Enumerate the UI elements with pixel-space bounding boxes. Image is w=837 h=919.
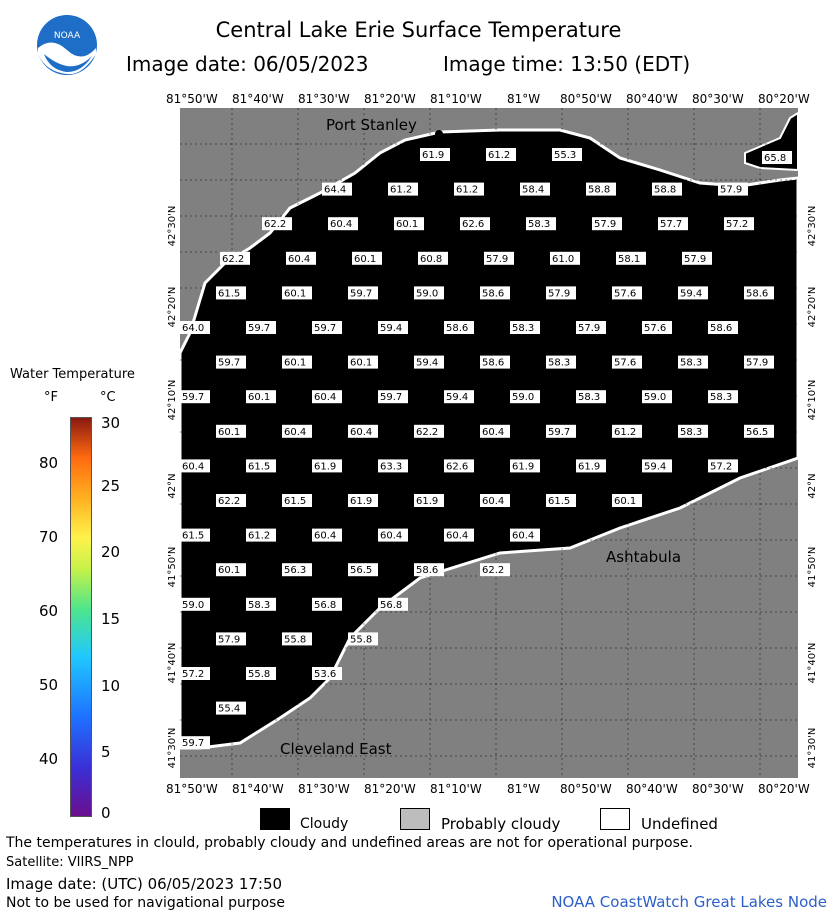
temp-value: 59.4 <box>416 357 439 369</box>
temp-label <box>246 390 276 403</box>
temp-label <box>414 563 444 576</box>
temp-label <box>612 286 642 299</box>
place-port-stanley: Port Stanley <box>326 116 417 134</box>
temp-value: 58.6 <box>482 357 505 369</box>
lat-tick-right: 42°10'N <box>807 379 818 421</box>
temp-label <box>444 321 474 334</box>
temp-value: 60.4 <box>314 392 337 404</box>
temp-label <box>546 494 576 507</box>
temp-label <box>348 286 378 299</box>
temp-value: 57.9 <box>594 219 617 231</box>
lat-tick-right: 41°40'N <box>807 642 818 684</box>
temp-label <box>414 286 444 299</box>
temp-label <box>708 390 738 403</box>
temp-value: 53.6 <box>314 669 337 680</box>
map-title: Central Lake Erie Surface Temperature <box>215 18 622 42</box>
footer-credit: NOAA CoastWatch Great Lakes Node <box>551 893 827 911</box>
temp-label <box>576 459 606 472</box>
temp-label <box>312 598 342 611</box>
footer-satellite: Satellite: VIIRS_NPP <box>6 855 134 870</box>
temp-value: 57.6 <box>614 288 637 300</box>
legend-c-tick: 15 <box>101 610 121 628</box>
temp-value: 60.4 <box>380 530 403 542</box>
temp-value: 61.5 <box>284 496 307 507</box>
temp-value: 61.5 <box>218 288 241 300</box>
temp-label <box>480 494 510 507</box>
legend-unit-c: °C <box>100 390 116 405</box>
lat-tick-left: 42°N <box>167 473 178 499</box>
temp-label <box>576 390 606 403</box>
temp-value: 59.0 <box>182 599 205 611</box>
temp-label <box>216 632 246 645</box>
temp-value: 58.4 <box>522 184 545 196</box>
temp-value: 60.4 <box>446 530 469 542</box>
temp-value: 59.4 <box>380 323 403 334</box>
lat-tick-right: 42°N <box>807 473 818 499</box>
temp-value: 60.1 <box>614 496 637 507</box>
temp-label <box>262 217 292 230</box>
temp-value: 57.9 <box>578 323 601 334</box>
temp-label <box>678 356 708 369</box>
temp-label <box>220 252 250 265</box>
lon-tick-top: 80°50'W <box>560 92 612 106</box>
temp-label <box>352 252 382 265</box>
temp-label <box>444 529 474 542</box>
temp-label <box>552 148 582 161</box>
temp-value: 57.2 <box>182 669 205 680</box>
temp-label <box>348 425 378 438</box>
temp-label <box>378 529 408 542</box>
temp-label <box>312 459 342 472</box>
temp-label <box>454 183 484 196</box>
lat-tick-left: 42°10'N <box>167 379 178 421</box>
temp-label <box>486 148 516 161</box>
temp-value: 60.4 <box>350 426 373 438</box>
temp-label <box>180 390 210 403</box>
legend-c-tick: 0 <box>101 804 111 822</box>
temp-value: 61.0 <box>552 253 575 265</box>
temp-value: 58.3 <box>248 599 271 611</box>
temp-value: 60.4 <box>512 530 535 542</box>
temp-value: 57.2 <box>726 219 749 231</box>
temp-value: 60.4 <box>314 530 337 542</box>
temp-value: 59.7 <box>182 738 205 750</box>
temp-label <box>180 459 210 472</box>
temp-label <box>246 529 276 542</box>
temp-value: 59.7 <box>314 323 337 334</box>
temp-value: 55.8 <box>350 634 373 646</box>
legend-c-tick: 5 <box>101 743 111 761</box>
temp-value: 60.8 <box>420 253 443 265</box>
temp-label <box>216 702 246 715</box>
temp-value: 58.3 <box>680 357 703 369</box>
temp-value: 59.7 <box>218 357 241 369</box>
temp-label <box>546 425 576 438</box>
noaa-logo-text: NOAA <box>53 31 81 41</box>
lon-tick-bottom: 80°40'W <box>626 782 678 796</box>
temp-label <box>286 252 316 265</box>
temp-value: 60.1 <box>350 357 373 369</box>
temp-value: 62.2 <box>218 496 241 507</box>
footer-nav-warning: Not to be used for navigational purpose <box>6 895 285 911</box>
temp-value: 62.2 <box>416 426 439 438</box>
temp-label <box>394 217 424 230</box>
temp-label <box>180 529 210 542</box>
temp-label <box>510 459 540 472</box>
temp-value: 61.2 <box>488 150 511 161</box>
temp-label <box>312 667 342 680</box>
temp-label <box>378 390 408 403</box>
temp-label <box>348 494 378 507</box>
temp-label <box>612 494 642 507</box>
temp-label <box>282 286 312 299</box>
temp-value: 59.7 <box>350 288 373 300</box>
temp-value: 60.1 <box>248 392 271 404</box>
temp-value: 59.7 <box>248 323 271 334</box>
temp-label <box>282 563 312 576</box>
temp-label <box>414 494 444 507</box>
temp-value: 61.9 <box>578 461 601 473</box>
temp-label <box>526 217 556 230</box>
lon-tick-bottom: 81°20'W <box>364 782 416 796</box>
temp-value: 58.8 <box>654 184 677 196</box>
temp-label <box>652 183 682 196</box>
lat-tick-right: 42°20'N <box>807 286 818 328</box>
lon-tick-top: 81°30'W <box>298 92 350 106</box>
temp-label <box>312 529 342 542</box>
key-undefined-swatch <box>600 808 630 830</box>
temp-label <box>642 321 672 334</box>
lon-tick-bottom: 80°30'W <box>692 782 744 796</box>
temp-value: 61.9 <box>416 496 439 507</box>
temp-label <box>348 356 378 369</box>
temp-label <box>378 321 408 334</box>
lat-tick-left: 41°50'N <box>167 546 178 588</box>
temp-label <box>718 183 748 196</box>
temp-value: 58.3 <box>680 426 703 438</box>
temp-value: 60.4 <box>284 426 307 438</box>
temp-label <box>510 321 540 334</box>
temp-label <box>480 563 510 576</box>
temp-value: 56.8 <box>314 599 337 611</box>
legend-title: Water Temperature <box>10 367 135 382</box>
temp-label <box>550 252 580 265</box>
lat-tick-left: 42°30'N <box>167 205 178 247</box>
lon-tick-bottom: 81°W <box>507 782 541 796</box>
temp-value: 59.0 <box>644 392 667 404</box>
temp-value: 55.3 <box>554 150 577 161</box>
temp-value: 57.9 <box>548 288 571 300</box>
temp-label <box>480 356 510 369</box>
lake-erie-map <box>180 108 798 778</box>
temperature-color-bar <box>70 417 92 817</box>
legend-f-tick: 70 <box>39 528 59 546</box>
temp-label <box>180 736 210 749</box>
temp-label <box>282 356 312 369</box>
lat-axis-left <box>160 108 180 778</box>
temp-value: 62.2 <box>222 253 245 265</box>
temp-value: 59.4 <box>680 288 703 300</box>
footer-utc-date: Image date: (UTC) 06/05/2023 17:50 <box>6 875 283 893</box>
lat-tick-right: 41°30'N <box>807 727 818 769</box>
temp-value: 58.6 <box>710 323 733 334</box>
temp-label <box>744 425 774 438</box>
temp-label <box>744 356 774 369</box>
temp-value: 56.5 <box>746 426 769 438</box>
legend-c-tick: 10 <box>101 677 121 695</box>
temp-label <box>378 459 408 472</box>
temp-value: 60.4 <box>330 219 353 231</box>
temp-label <box>282 632 312 645</box>
temp-label <box>414 356 444 369</box>
legend-f-tick: 40 <box>39 750 59 768</box>
temp-value: 61.9 <box>512 461 535 473</box>
temp-label <box>762 151 792 164</box>
temp-value: 57.9 <box>486 253 509 265</box>
lat-tick-left: 42°20'N <box>167 286 178 328</box>
temp-value: 58.6 <box>482 288 505 300</box>
temp-value: 56.5 <box>350 565 373 577</box>
lon-tick-bottom: 80°20'W <box>758 782 810 796</box>
temp-value: 59.4 <box>446 392 469 404</box>
temp-value: 61.5 <box>182 530 205 542</box>
temp-value: 63.3 <box>380 461 403 473</box>
temp-value: 61.2 <box>390 184 413 196</box>
key-undefined-label: Undefined <box>641 815 718 833</box>
temp-label <box>246 598 276 611</box>
temp-value: 58.6 <box>746 288 769 300</box>
key-cloudy-label: Cloudy <box>300 816 349 832</box>
temp-value: 59.0 <box>512 392 535 404</box>
temp-value: 59.0 <box>416 288 439 300</box>
temp-label <box>216 286 246 299</box>
lon-tick-top: 81°W <box>507 92 541 106</box>
key-probably-cloudy-label: Probably cloudy <box>441 815 561 833</box>
temp-value: 61.2 <box>614 426 637 438</box>
temp-value: 60.1 <box>218 565 241 577</box>
temp-label <box>388 183 418 196</box>
lat-tick-right: 41°50'N <box>807 546 818 588</box>
temp-value: 61.9 <box>314 461 337 473</box>
temp-value: 58.3 <box>710 392 733 404</box>
temp-value: 58.6 <box>446 323 469 334</box>
lat-tick-left: 41°30'N <box>167 727 178 769</box>
lat-tick-left: 41°40'N <box>167 642 178 684</box>
temp-label <box>216 563 246 576</box>
temp-value: 57.9 <box>746 357 769 369</box>
temp-value: 58.3 <box>528 219 551 231</box>
lon-tick-top: 80°30'W <box>692 92 744 106</box>
temp-value: 65.8 <box>764 153 787 164</box>
temp-label <box>612 356 642 369</box>
temp-value: 57.9 <box>218 634 241 646</box>
lon-tick-bottom: 80°50'W <box>560 782 612 796</box>
temp-label <box>444 459 474 472</box>
lon-tick-top: 81°40'W <box>232 92 284 106</box>
temp-value: 60.4 <box>288 253 311 265</box>
temp-label <box>328 217 358 230</box>
temp-label <box>484 252 514 265</box>
temp-value: 60.4 <box>482 496 505 507</box>
image-time: Image time: 13:50 (EDT) <box>443 52 691 76</box>
temp-label <box>678 425 708 438</box>
temp-value: 58.8 <box>588 184 611 196</box>
temp-label <box>642 390 672 403</box>
temp-value: 60.4 <box>482 426 505 438</box>
temp-value: 57.6 <box>614 357 637 369</box>
temp-label <box>592 217 622 230</box>
temp-label <box>180 598 210 611</box>
temp-value: 60.1 <box>354 253 377 265</box>
temp-value: 62.2 <box>482 565 505 577</box>
temp-value: 58.6 <box>416 565 439 577</box>
lon-tick-bottom: 81°30'W <box>298 782 350 796</box>
temp-value: 56.3 <box>284 565 307 577</box>
temp-label <box>708 459 738 472</box>
lon-tick-bottom: 81°40'W <box>232 782 284 796</box>
temp-value: 64.0 <box>182 323 205 334</box>
temp-label <box>708 321 738 334</box>
temp-label <box>510 390 540 403</box>
place-cleveland-east: Cleveland East <box>280 740 392 758</box>
temp-label <box>180 667 210 680</box>
legend-c-tick: 20 <box>101 543 121 561</box>
temp-label <box>546 356 576 369</box>
legend-f-tick: 60 <box>39 602 59 620</box>
lon-tick-bottom: 81°10'W <box>430 782 482 796</box>
temp-value: 58.3 <box>548 357 571 369</box>
temp-label <box>658 217 688 230</box>
temp-value: 61.5 <box>248 461 271 473</box>
temp-value: 60.1 <box>284 357 307 369</box>
temp-label <box>616 252 646 265</box>
temp-label <box>678 286 708 299</box>
legend-f-tick: 50 <box>39 676 59 694</box>
temp-value: 60.1 <box>218 426 241 438</box>
lon-tick-top: 80°40'W <box>626 92 678 106</box>
temp-label <box>378 598 408 611</box>
temp-value: 61.2 <box>456 184 479 196</box>
temp-label <box>282 425 312 438</box>
temp-value: 60.4 <box>182 461 205 473</box>
temp-label <box>460 217 490 230</box>
temp-label <box>282 494 312 507</box>
legend-unit-f: °F <box>44 390 58 405</box>
temp-label <box>246 459 276 472</box>
legend-f-tick: 80 <box>39 454 59 472</box>
temp-label <box>348 563 378 576</box>
temp-label <box>724 217 754 230</box>
temp-value: 59.7 <box>182 392 205 404</box>
temp-label <box>322 183 352 196</box>
temp-value: 57.9 <box>684 253 707 265</box>
temp-label <box>480 286 510 299</box>
temp-value: 58.1 <box>618 253 641 265</box>
temp-label <box>642 459 672 472</box>
legend-c-tick: 30 <box>101 414 121 432</box>
temp-label <box>612 425 642 438</box>
temp-value: 60.1 <box>396 219 419 231</box>
legend-c-tick: 25 <box>101 477 121 495</box>
temp-label <box>418 252 448 265</box>
lat-tick-right: 42°30'N <box>807 205 818 247</box>
port-stanley-marker <box>435 130 443 138</box>
temp-value: 62.2 <box>264 219 287 231</box>
temp-value: 60.1 <box>284 288 307 300</box>
temp-label <box>586 183 616 196</box>
temp-label <box>520 183 550 196</box>
image-date: Image date: 06/05/2023 <box>126 52 369 76</box>
temp-label <box>576 321 606 334</box>
temp-label <box>510 529 540 542</box>
temp-value: 55.8 <box>284 634 307 646</box>
lon-tick-top: 80°20'W <box>758 92 810 106</box>
temp-value: 56.8 <box>380 599 403 611</box>
lon-tick-bottom: 81°50'W <box>166 782 218 796</box>
temp-value: 55.4 <box>218 703 241 715</box>
place-ashtabula: Ashtabula <box>606 548 682 566</box>
temp-value: 58.3 <box>512 323 535 334</box>
key-cloudy-swatch <box>260 808 290 830</box>
footer-warning: The temperatures in clould, probably cloudy and undefined areas are not for operational purpose. <box>6 835 693 851</box>
temp-value: 61.2 <box>248 530 271 542</box>
temp-label <box>414 425 444 438</box>
lon-tick-top: 81°50'W <box>166 92 218 106</box>
temp-label <box>180 321 210 334</box>
temp-label <box>546 286 576 299</box>
temp-label <box>480 425 510 438</box>
temp-value: 62.6 <box>462 219 485 231</box>
temp-value: 59.7 <box>548 426 571 438</box>
temp-value: 57.9 <box>720 184 743 196</box>
temp-value: 64.4 <box>324 184 347 196</box>
temp-value: 58.3 <box>578 392 601 404</box>
lat-axis-right <box>800 108 820 778</box>
temp-value: 55.8 <box>248 669 271 680</box>
temp-label <box>444 390 474 403</box>
temp-label <box>216 356 246 369</box>
temp-label <box>216 494 246 507</box>
temp-value: 61.9 <box>422 150 445 161</box>
lon-tick-top: 81°10'W <box>430 92 482 106</box>
temp-label <box>420 148 450 161</box>
temp-value: 62.6 <box>446 461 469 473</box>
temp-label <box>682 252 712 265</box>
temp-label <box>246 667 276 680</box>
temp-label <box>312 390 342 403</box>
key-probably-cloudy-swatch <box>400 808 430 830</box>
temp-value: 59.4 <box>644 461 667 473</box>
temp-label <box>744 286 774 299</box>
temp-label <box>348 632 378 645</box>
temp-label <box>216 425 246 438</box>
lon-tick-top: 81°20'W <box>364 92 416 106</box>
temp-value: 59.7 <box>380 392 403 404</box>
temp-value: 57.6 <box>644 323 667 334</box>
temp-label <box>312 321 342 334</box>
temp-label <box>246 321 276 334</box>
temp-value: 61.9 <box>350 496 373 507</box>
temp-value: 61.5 <box>548 496 571 507</box>
temp-value: 57.2 <box>710 461 733 473</box>
temp-value: 57.7 <box>660 219 683 231</box>
